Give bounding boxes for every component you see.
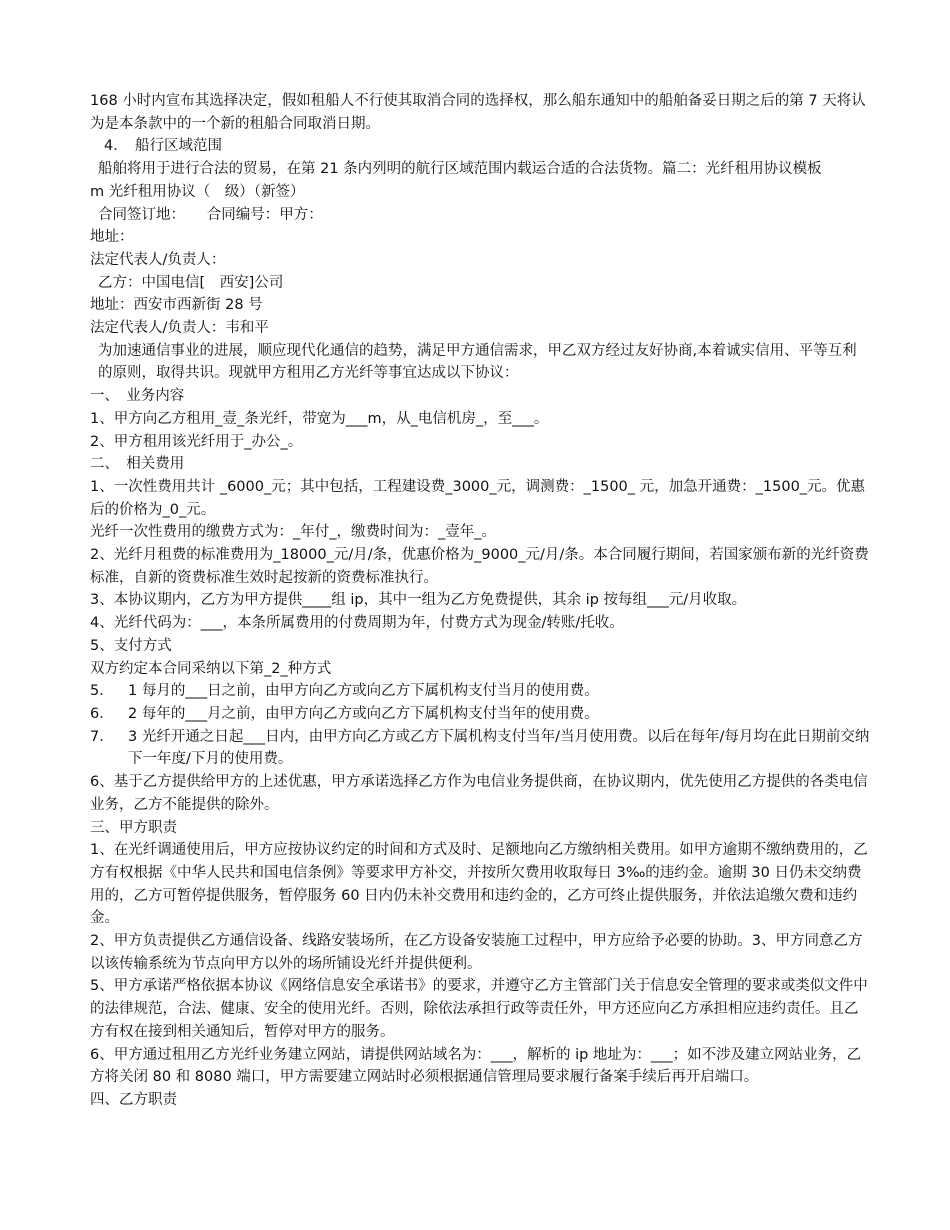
contract-title: m 光纤租用协议（ 级）（新签） <box>90 183 305 200</box>
section-heading-3: 三、甲方职责 <box>90 819 177 836</box>
party-b-representative: 法定代表人/负责人：韦和平 <box>90 320 269 337</box>
clause-3-6: 6、甲方通过租用乙方光纤业务建立网站，请提供网站域名为：___，解析的 ip 地址为：___；如不涉及建立网站业务，乙方将关闭 80 和 8080 端口，甲方需要建立网站时必须根据通信管理局要求履行备案手续后再开启端口。 <box>90 1046 862 1086</box>
document-page <box>90 90 870 1112</box>
list-item <box>90 680 870 703</box>
party-b-address: 地址：西安市西新街 28 号 <box>90 297 263 314</box>
clause-1-1: 1、甲方向乙方租用_壹_条光纤，带宽为___m，从_电信机房_，至___。 <box>90 410 549 427</box>
payment-method-agreement: 双方约定本合同采纳以下第_2_种方式 <box>90 660 332 677</box>
clause-2-3: 3、本协议期内，乙方为甲方提供____组 ip，其中一组为乙方免费提供，其余 ip 按每组___元/月收取。 <box>90 592 747 609</box>
list-item-text: 2 每年的___月之前，由甲方向乙方或向乙方下属机构支付当年的使用费。 <box>128 705 599 722</box>
section-heading-4: 四、乙方职责 <box>90 1091 177 1108</box>
clause-2-2: 2、光纤月租费的标准费用为_18000_元/月/条，优惠价格为_9000_元/月/条。本合同履行期间，若国家颁布新的光纤资费标准，自新的资费标准生效时起按新的资费标准执行。 <box>90 547 869 586</box>
paragraph-clause-cancel: 168 小时内宣布其选择决定，假如租船人不行使其取消合同的选择权，那么船东通知中的船舶备妥日期之后的第 7 天将认为是本条款中的一个新的租船合同取消日期。 <box>90 93 866 132</box>
section-heading-2: 二、 相关费用 <box>90 456 185 473</box>
party-b-name: 乙方：中国电信[ 西安]公司 <box>98 274 284 291</box>
clause-3-5: 5、甲方承诺严格依据本协议《网络信息安全承诺书》的要求，并遵守乙方主管部门关于信息安全管理的要求或类似文件中的法律规范，合法、健康、安全的使用光纤。否则，除依法承担行政等责任外，甲方还应向乙方承担相应违约责任。且乙方有权在接到相关通知后，暂停对甲方的服务。 <box>90 978 868 1040</box>
party-a-address: 地址： <box>90 229 134 246</box>
list-item-label: 5． <box>90 683 114 700</box>
clause-3-1: 1、在光纤调通使用后，甲方应按协议约定的时间和方式及时、足额地向乙方缴纳相关费用。如甲方逾期不缴纳费用的，乙方有权根据《中华人民共和国电信条例》等要求甲方补交，并按所欠费用收取每日 3‰的违约金。逾期 30 日仍未交纳费用的，乙方可暂停提供服务，暂停服务 60 日内仍未补交费用和违约金的，乙方可终止提供服务，并依法追缴欠费和违约金。 <box>90 842 868 927</box>
party-a-representative: 法定代表人/负责人： <box>90 251 226 268</box>
heading-navigation-area: 4． 船行区域范围 <box>104 138 222 155</box>
preamble-paragraph: 为加速通信事业的进展，顺应现代化通信的趋势，满足甲方通信需求，甲乙双方经过友好协商,本着诚实信用、平等互利的原则，取得共识。现就甲方租用乙方光纤等事宜达成以下协议： <box>98 342 857 382</box>
signing-place-line: 合同签订地： 合同编号：甲方： <box>98 206 323 223</box>
clause-2-5: 5、支付方式 <box>90 637 172 654</box>
list-item-text: 1 每月的___日之前，由甲方向乙方或向乙方下属机构支付当月的使用费。 <box>128 683 599 700</box>
list-item <box>90 703 870 726</box>
list-item-text: 3 光纤开通之日起___日内，由甲方向乙方或乙方下属机构支付当年/当月使用费。以后在每年/每月均在此日期前交纳下一年度/下月的使用费。 <box>128 728 870 768</box>
clause-2-1: 1、一次性费用共计 _6000_元；其中包括，工程建设费_3000_元，调测费：_1500_ 元，加急开通费：_1500_元。优惠后的价格为_0_元。 <box>90 478 866 518</box>
clause-1-2: 2、甲方租用该光纤用于_办公_。 <box>90 433 303 450</box>
section-heading-1: 一、 业务内容 <box>90 388 185 405</box>
list-item <box>90 726 870 771</box>
clause-2-1-payment: 光纤一次性费用的缴费方式为：_年付_，缴费时间为：_壹年_。 <box>90 524 496 541</box>
list-item-label: 6． <box>90 705 114 722</box>
paragraph-trade: 船舶将用于进行合法的贸易，在第 21 条内列明的航行区域范围内载运合适的合法货物。篇二：光纤租用协议模板 <box>98 161 822 178</box>
clause-2-4: 4、光纤代码为：___，本条所属费用的付费周期为年，付费方式为现金/转账/托收。 <box>90 615 624 632</box>
clause-3-2: 2、甲方负责提供乙方通信设备、线路安装场所，在乙方设备安装施工过程中，甲方应给予必要的协助。3、甲方同意乙方以该传输系统为节点向甲方以外的场所铺设光纤并提供便利。 <box>90 933 863 972</box>
list-item-label: 7． <box>90 728 114 745</box>
clause-2-6: 6、基于乙方提供给甲方的上述优惠，甲方承诺选择乙方作为电信业务提供商，在协议期内，优先使用乙方提供的各类电信业务，乙方不能提供的除外。 <box>90 774 868 813</box>
